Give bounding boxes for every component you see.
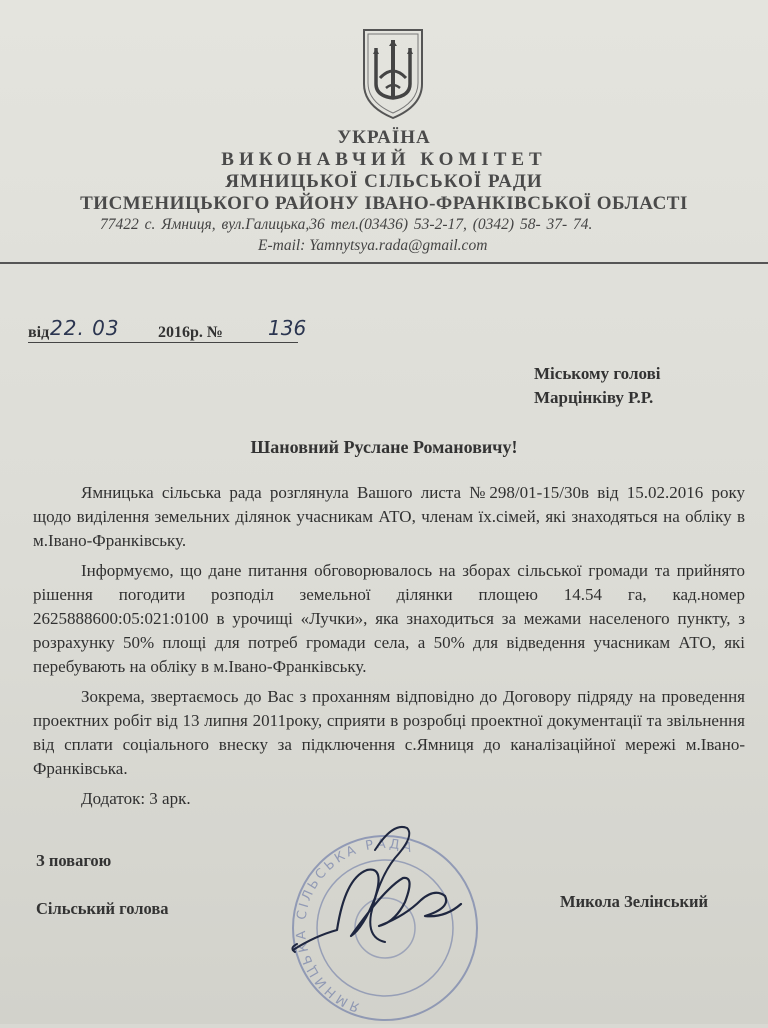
header-district: ТИСМЕНИЦЬКОГО РАЙОНУ ІВАНО-ФРАНКІВСЬКОЇ ОБЛАСТІ: [80, 193, 688, 214]
dateline: [28, 316, 308, 346]
signer-position: Сільський голова: [36, 899, 169, 918]
handwritten-number: 136: [268, 316, 307, 340]
header-divider: [0, 262, 768, 264]
body-paragraph-3: Зокрема, звертаємось до Вас з проханням відповідно до Договору підряду на проведення проектних робіт від 13 липня 2011року, сприяти в розробці проектної документації та звільнення від сплати соціального внеску за підключення с.Ямниця до каналізаційної мережі м.Івано-Франківська.: [33, 687, 745, 778]
svg-text:ЯМНИЦЬКА СІЛЬСЬКА РАДА: ЯМНИЦЬКА СІЛЬСЬКА РАДА: [293, 836, 417, 1015]
signer-name: Микола Зелінський: [560, 892, 708, 911]
closing-regards: З повагою: [36, 851, 112, 870]
header-country: УКРАЇНА: [337, 127, 431, 148]
trident-emblem-icon: [358, 26, 428, 122]
body-paragraph-2: Інформуємо, що дане питання обговорювалось на зборах сільської громади та прийнято рішення погодити розподіл земельної ділянки площею 14.54 га, кад.номер 2625888600:05:021:0100 в урочищі «Лучки», яка знаходиться за межами населеного пункту, з розрахунку 50% площі для потреб громади села, а 50% для відведення учасникам АТО, які перебувають на обліку в м.Івано-Франківську.: [33, 561, 745, 676]
official-stamp-signature: [275, 818, 495, 1028]
handwritten-date: 22. 03: [50, 316, 120, 340]
dateline-prefix: від: [28, 324, 50, 341]
dateline-underline: [28, 342, 298, 343]
salutation: Шановний Руслане Романовичу!: [250, 437, 518, 457]
letter-body: [33, 481, 745, 811]
header-committee: ВИКОНАВЧИЙ КОМІТЕТ: [221, 149, 547, 170]
attachment-note: Додаток: 3 арк.: [81, 789, 191, 808]
header-email: E-mail: Yamnytsya.rada@gmail.com: [258, 237, 488, 254]
recipient-title: Міському голові: [534, 364, 661, 383]
recipient-name: Марцінківу Р.Р.: [534, 388, 654, 407]
dateline-year: 2016р. №: [158, 324, 223, 341]
header-council: ЯМНИЦЬКОЇ СІЛЬСЬКОЇ РАДИ: [225, 171, 543, 192]
header-address: 77422 с. Ямниця, вул.Галицька,36 тел.(03436) 53-2-17, (0342) 58- 37- 74.: [100, 216, 593, 233]
body-paragraph-1: Ямницька сільська рада розглянула Вашого листа №298/01-15/30в від 15.02.2016 року щодо виділення земельних ділянок учасникам АТО, членам їх.сімей, які знаходяться на обліку в м.Івано-Франківську.: [33, 483, 745, 550]
